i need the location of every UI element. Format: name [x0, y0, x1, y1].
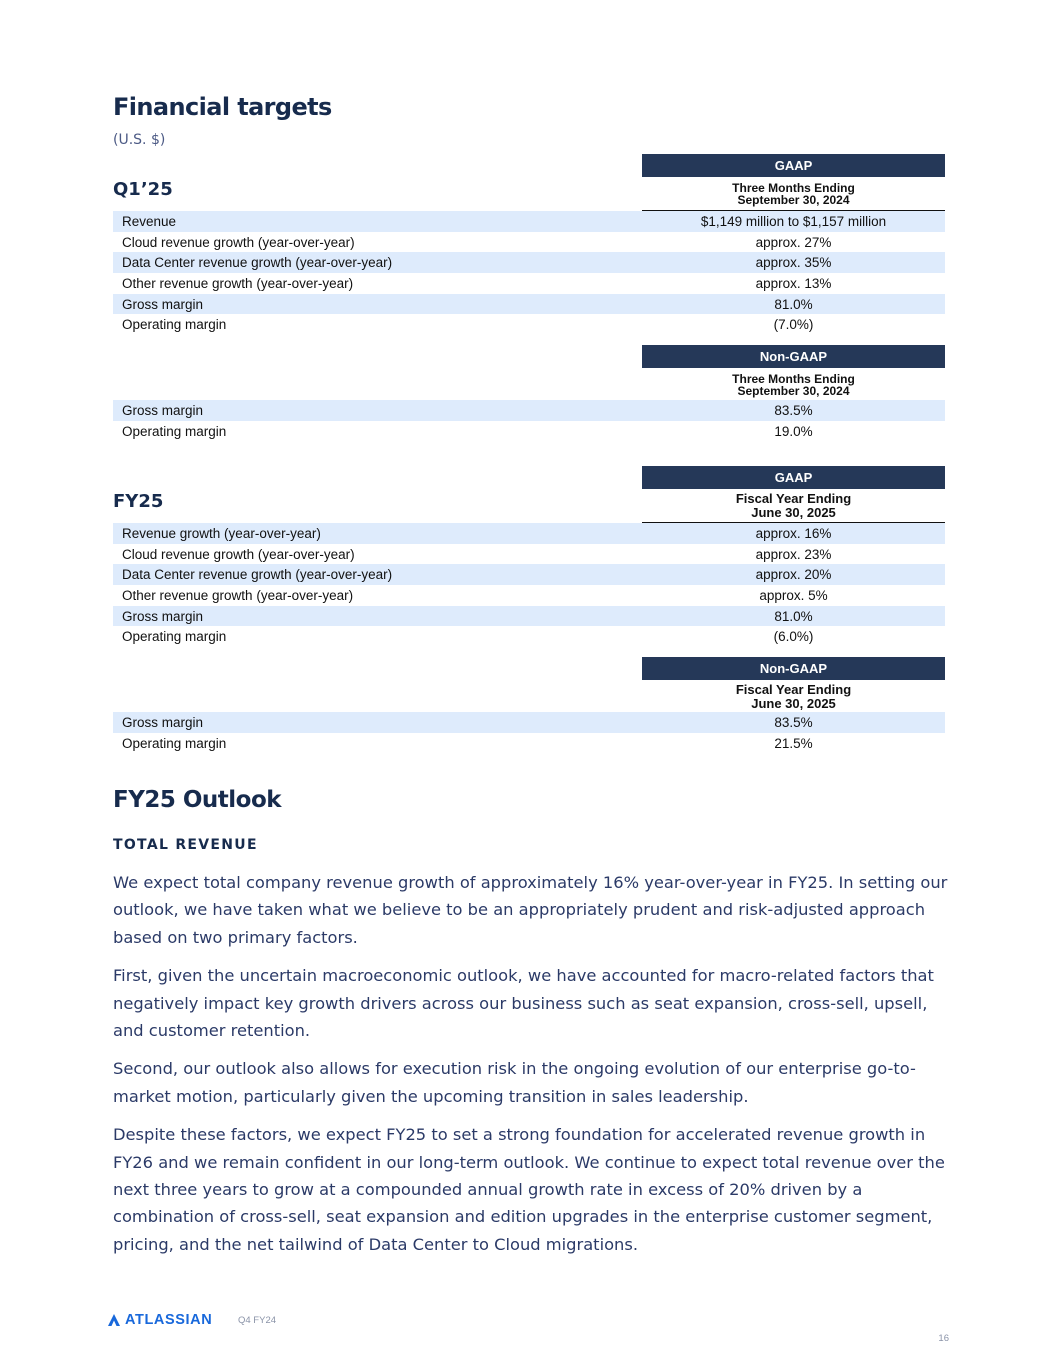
fy25-gaap-period: [642, 489, 945, 523]
fy25-gaap-header: GAAP: [642, 466, 945, 489]
table-row: [113, 544, 945, 565]
row-label: Revenue growth (year-over-year): [122, 525, 321, 541]
atlassian-logo: [107, 1312, 212, 1328]
outlook-title: FY25 Outlook: [113, 787, 282, 813]
row-label: Data Center revenue growth (year-over-year): [122, 567, 393, 583]
outlook-section-heading: TOTAL REVENUE: [113, 837, 258, 853]
row-label: Cloud revenue growth (year-over-year): [122, 234, 355, 250]
row-value: 21.5%: [774, 735, 813, 751]
table-row: [113, 294, 945, 315]
q1-nongaap-period: [642, 368, 945, 402]
row-value: (7.0%): [773, 317, 814, 333]
row-label: Gross margin: [122, 608, 204, 624]
row-value: approx. 5%: [759, 587, 828, 603]
table-row: [113, 421, 945, 442]
row-value: $1,149 million to $1,157 million: [700, 213, 887, 229]
paragraph: We expect total company revenue growth of approximately 16% year-over-year in FY25. In setting our outlook, we have taken what we believe to be an appropriately prudent and risk-adjusted approach based on two primary factors.: [113, 873, 948, 947]
outlook-body: [113, 869, 951, 1269]
row-label: Data Center revenue growth (year-over-year): [122, 255, 393, 271]
q1-gaap-period: [642, 177, 945, 211]
row-value: 83.5%: [774, 402, 813, 418]
paragraph: Second, our outlook also allows for execution risk in the ongoing evolution of our enterprise go-to-market motion, particularly given the upcoming transition in sales leadership.: [113, 1059, 916, 1106]
row-value: approx. 27%: [755, 234, 832, 250]
table-row: [113, 400, 945, 421]
period-line: Fiscal Year Ending: [735, 490, 852, 506]
table-row: [113, 211, 945, 232]
q1-section-label: Q1’25: [113, 179, 173, 200]
table-row: [113, 712, 945, 733]
table-row: [113, 606, 945, 627]
row-label: Operating margin: [122, 423, 227, 439]
table-row: [113, 585, 945, 606]
table-row: [113, 626, 945, 647]
period-line: September 30, 2024: [737, 383, 850, 398]
table-row: [113, 273, 945, 294]
fy25-section-label: FY25: [113, 491, 164, 512]
row-label: Cloud revenue growth (year-over-year): [122, 546, 355, 562]
period-line: Fiscal Year Ending: [735, 681, 852, 697]
fy25-nongaap-header: Non-GAAP: [642, 657, 945, 680]
q1-nongaap-header: Non-GAAP: [642, 345, 945, 368]
fy25-gaap-table: [113, 523, 945, 647]
row-value: (6.0%): [773, 629, 814, 645]
row-label: Operating margin: [122, 629, 227, 645]
table-row: [113, 523, 945, 544]
q1-gaap-header: GAAP: [642, 154, 945, 177]
row-label: Revenue: [122, 213, 177, 229]
table-row: [113, 314, 945, 335]
page-number: 16: [938, 1333, 949, 1344]
row-value: 81.0%: [774, 608, 813, 624]
row-label: Gross margin: [122, 296, 204, 312]
logo-wordmark: ATLASSIAN: [125, 1312, 213, 1328]
row-value: approx. 16%: [755, 525, 832, 541]
period-line: Three Months Ending: [732, 180, 855, 195]
row-label: Operating margin: [122, 317, 227, 333]
period-line: September 30, 2024: [737, 192, 850, 207]
row-label: Other revenue growth (year-over-year): [122, 587, 354, 603]
row-value: 81.0%: [774, 296, 813, 312]
atlassian-mark-icon: [107, 1313, 121, 1327]
row-value: approx. 23%: [755, 546, 832, 562]
fy25-nongaap-period: [642, 680, 945, 714]
table-row: [113, 733, 945, 754]
row-value: approx. 35%: [755, 255, 832, 271]
report-period: Q4 FY24: [238, 1315, 277, 1326]
page-title: Financial targets: [113, 93, 332, 121]
row-label: Operating margin: [122, 735, 227, 751]
paragraph: Despite these factors, we expect FY25 to set a strong foundation for accelerated revenue growth in FY26 and we remain confident in our long-term outlook. We continue to expect total revenue over the next three years to grow at a compounded annual growth rate in excess of 20% driven by a combination of cross-sell, seat expansion and edition upgrades in the enterprise customer segment, pricing, and the net tailwind of Data Center to Cloud migrations.: [113, 1125, 945, 1254]
period-line: June 30, 2025: [751, 504, 836, 520]
row-label: Other revenue growth (year-over-year): [122, 275, 354, 291]
table-row: [113, 252, 945, 273]
table-row: [113, 564, 945, 585]
currency-note: (U.S. $): [113, 132, 166, 148]
row-value: 83.5%: [774, 714, 813, 730]
row-value: 19.0%: [774, 423, 813, 439]
q1-gaap-table: [113, 211, 945, 335]
table-row: [113, 232, 945, 253]
period-line: Three Months Ending: [732, 371, 855, 386]
row-label: Gross margin: [122, 402, 204, 418]
q1-nongaap-table: [113, 400, 945, 441]
row-label: Gross margin: [122, 714, 204, 730]
row-value: approx. 13%: [755, 275, 832, 291]
period-line: June 30, 2025: [751, 695, 836, 711]
paragraph: First, given the uncertain macroeconomic outlook, we have accounted for macro-related factors that negatively impact key growth drivers across our business such as seat expansion, cross-sell, upsell, and customer retention.: [113, 966, 934, 1041]
row-value: approx. 20%: [755, 567, 832, 583]
fy25-nongaap-table: [113, 712, 945, 753]
